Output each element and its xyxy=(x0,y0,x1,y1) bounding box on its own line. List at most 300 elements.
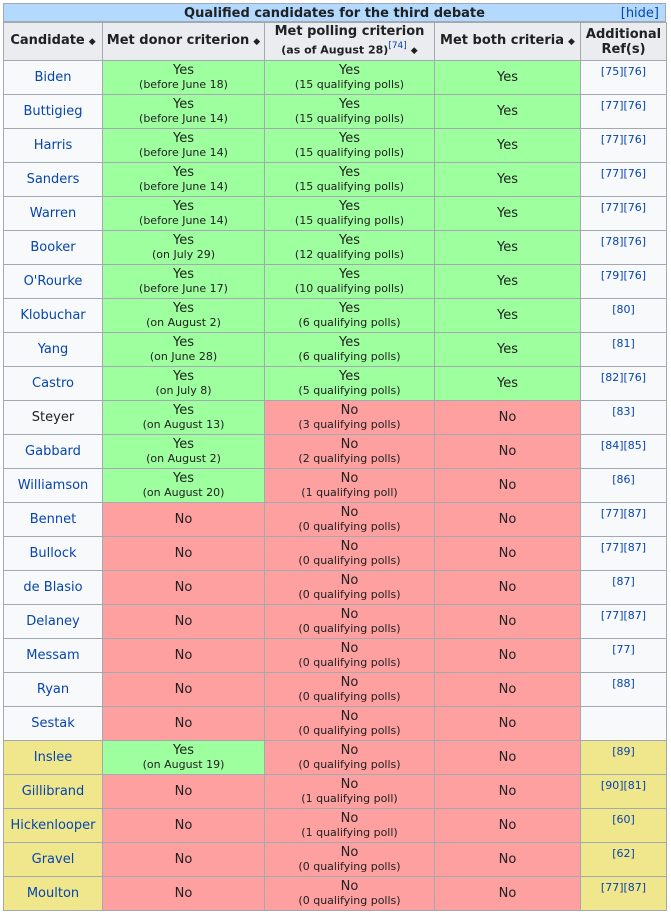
both-criteria-cell-value: No xyxy=(498,647,517,663)
polling-criterion-cell-detail: (0 qualifying polls) xyxy=(298,689,401,703)
donor-criterion-cell-value: No xyxy=(174,715,193,731)
polling-criterion-cell-detail: (12 qualifying polls) xyxy=(294,247,405,261)
both-criteria-cell-value: Yes xyxy=(497,69,518,85)
donor-criterion-cell-value: No xyxy=(174,511,193,527)
header-refs xyxy=(581,23,667,61)
both-criteria-cell-value: No xyxy=(498,715,517,731)
donor-criterion-cell-detail: (before June 17) xyxy=(139,281,228,295)
donor-criterion-cell xyxy=(103,265,265,299)
both-criteria-cell xyxy=(435,503,581,537)
donor-criterion-cell xyxy=(103,435,265,469)
refs-cell[interactable] xyxy=(581,197,667,231)
polling-criterion-cell-detail: (15 qualifying polls) xyxy=(294,213,405,227)
table-row xyxy=(4,129,667,163)
table-row xyxy=(4,333,667,367)
table-row xyxy=(4,775,667,809)
donor-criterion-cell-value: Yes xyxy=(173,334,194,350)
polling-criterion-cell-detail: (0 qualifying polls) xyxy=(298,621,401,635)
polling-criterion-cell-detail: (5 qualifying polls) xyxy=(298,383,401,397)
candidate-name-cell[interactable] xyxy=(4,673,103,707)
polling-criterion-cell-detail: (15 qualifying polls) xyxy=(294,179,405,193)
donor-criterion-cell-detail: (before June 14) xyxy=(139,179,228,193)
both-criteria-cell-value: No xyxy=(498,851,517,867)
candidate-name-cell-value[interactable]: Sestak xyxy=(31,715,75,731)
refs-cell[interactable] xyxy=(581,129,667,163)
candidate-name-cell-value[interactable]: Castro xyxy=(32,375,74,391)
table-row xyxy=(4,61,667,95)
table-row xyxy=(4,605,667,639)
both-criteria-cell-value: No xyxy=(498,545,517,561)
donor-criterion-cell-detail: (before June 14) xyxy=(139,213,228,227)
polling-criterion-cell-detail: (1 qualifying poll) xyxy=(301,791,398,805)
both-criteria-cell xyxy=(435,231,581,265)
donor-criterion-cell xyxy=(103,639,265,673)
donor-criterion-cell xyxy=(103,231,265,265)
polling-criterion-cell xyxy=(265,61,435,95)
candidate-name-cell-value[interactable]: Bullock xyxy=(29,545,77,561)
polling-criterion-cell-detail: (0 qualifying polls) xyxy=(298,519,401,533)
donor-criterion-cell xyxy=(103,129,265,163)
debate-qualification-table-container xyxy=(3,3,666,911)
candidate-name-cell-value[interactable]: Gravel xyxy=(31,851,75,867)
donor-criterion-cell-value: Yes xyxy=(173,96,194,112)
polling-criterion-cell-value: No xyxy=(340,674,359,690)
candidate-name-cell[interactable] xyxy=(4,537,103,571)
polling-criterion-cell-value: Yes xyxy=(339,130,360,146)
polling-criterion-cell xyxy=(265,401,435,435)
polling-criterion-cell xyxy=(265,95,435,129)
refs-cell[interactable] xyxy=(581,163,667,197)
donor-criterion-cell-value: Yes xyxy=(173,232,194,248)
polling-criterion-cell-value: No xyxy=(340,708,359,724)
candidate-name-cell[interactable] xyxy=(4,809,103,843)
candidate-name-cell[interactable] xyxy=(4,571,103,605)
both-criteria-cell-value: No xyxy=(498,477,517,493)
polling-criterion-cell xyxy=(265,469,435,503)
candidate-name-cell[interactable] xyxy=(4,129,103,163)
polling-criterion-cell-value: Yes xyxy=(339,96,360,112)
polling-criterion-cell-detail: (0 qualifying polls) xyxy=(298,859,401,873)
donor-criterion-cell xyxy=(103,299,265,333)
donor-criterion-cell-detail: (on August 2) xyxy=(146,451,221,465)
refs-cell-value[interactable]: [77][87] xyxy=(600,881,647,894)
refs-cell[interactable] xyxy=(581,843,667,877)
donor-criterion-cell-detail: (before June 18) xyxy=(139,77,228,91)
header-polling-sub: (as of August 28) xyxy=(281,43,389,57)
donor-criterion-cell xyxy=(103,61,265,95)
refs-cell[interactable] xyxy=(581,61,667,95)
both-criteria-cell xyxy=(435,367,581,401)
donor-criterion-cell xyxy=(103,367,265,401)
refs-cell-value[interactable]: [77][76] xyxy=(600,99,647,112)
polling-criterion-cell-detail: (15 qualifying polls) xyxy=(294,77,405,91)
both-criteria-cell xyxy=(435,775,581,809)
refs-cell-value[interactable]: [79][76] xyxy=(600,269,647,282)
hide-toggle[interactable] xyxy=(621,4,659,23)
polling-criterion-cell-value: No xyxy=(340,776,359,792)
polling-criterion-cell-value: Yes xyxy=(339,300,360,316)
candidate-name-cell[interactable] xyxy=(4,843,103,877)
candidate-name-cell[interactable] xyxy=(4,877,103,911)
refs-cell-value[interactable]: [78][76] xyxy=(600,235,647,248)
both-criteria-cell-value: Yes xyxy=(497,341,518,357)
candidate-name-cell-value[interactable]: Bennet xyxy=(29,511,77,527)
donor-criterion-cell-value: Yes xyxy=(173,130,194,146)
both-criteria-cell xyxy=(435,809,581,843)
polling-criterion-cell-value: Yes xyxy=(339,232,360,248)
refs-cell-value[interactable]: [86] xyxy=(612,473,635,486)
donor-criterion-cell xyxy=(103,401,265,435)
refs-cell-value[interactable]: [80] xyxy=(612,303,635,316)
donor-criterion-cell xyxy=(103,775,265,809)
refs-cell-value[interactable]: [60] xyxy=(612,813,635,826)
polling-criterion-cell xyxy=(265,673,435,707)
candidate-name-cell[interactable] xyxy=(4,299,103,333)
candidate-name-cell[interactable] xyxy=(4,469,103,503)
refs-cell-value[interactable]: [77] xyxy=(612,643,635,656)
candidate-name-cell[interactable] xyxy=(4,61,103,95)
candidate-name-cell[interactable] xyxy=(4,605,103,639)
refs-cell[interactable] xyxy=(581,95,667,129)
sort-arrows-icon[interactable]: ◆ xyxy=(88,37,96,47)
donor-criterion-cell-detail: (before June 14) xyxy=(139,111,228,125)
table-row xyxy=(4,265,667,299)
both-criteria-cell-value: No xyxy=(498,443,517,459)
table-row xyxy=(4,877,667,911)
polling-criterion-cell xyxy=(265,367,435,401)
both-criteria-cell xyxy=(435,537,581,571)
refs-cell-value[interactable]: [81] xyxy=(612,337,635,350)
both-criteria-cell-value: Yes xyxy=(497,375,518,391)
both-criteria-cell xyxy=(435,401,581,435)
polling-criterion-cell-value: No xyxy=(340,436,359,452)
refs-cell[interactable] xyxy=(581,775,667,809)
refs-cell[interactable] xyxy=(581,877,667,911)
candidate-name-cell-value[interactable]: O'Rourke xyxy=(23,273,83,289)
donor-criterion-cell-value: No xyxy=(174,783,193,799)
refs-cell-value[interactable]: [75][76] xyxy=(600,65,647,78)
polling-criterion-cell xyxy=(265,197,435,231)
refs-cell[interactable] xyxy=(581,367,667,401)
both-criteria-cell xyxy=(435,129,581,163)
table-row xyxy=(4,435,667,469)
refs-cell-value[interactable]: [89] xyxy=(612,745,635,758)
polling-criterion-cell xyxy=(265,741,435,775)
polling-criterion-cell-detail: (1 qualifying poll) xyxy=(301,825,398,839)
polling-criterion-cell-value: No xyxy=(340,504,359,520)
candidate-name-cell-value[interactable]: Klobuchar xyxy=(20,307,86,323)
candidate-name-cell[interactable] xyxy=(4,265,103,299)
polling-criterion-cell-detail: (0 qualifying polls) xyxy=(298,723,401,737)
candidate-name-cell[interactable] xyxy=(4,401,103,435)
candidate-name-cell[interactable] xyxy=(4,741,103,775)
polling-criterion-cell xyxy=(265,503,435,537)
refs-cell-value[interactable]: [77][76] xyxy=(600,167,647,180)
donor-criterion-cell-value: Yes xyxy=(173,436,194,452)
candidate-name-cell-value[interactable]: Williamson xyxy=(17,477,89,493)
donor-criterion-cell-value: Yes xyxy=(173,62,194,78)
donor-criterion-cell-value: Yes xyxy=(173,300,194,316)
both-criteria-cell-value: No xyxy=(498,409,517,425)
donor-criterion-cell-value: No xyxy=(174,885,193,901)
refs-cell[interactable] xyxy=(581,299,667,333)
refs-cell[interactable] xyxy=(581,333,667,367)
polling-criterion-cell-value: No xyxy=(340,878,359,894)
both-criteria-cell xyxy=(435,843,581,877)
refs-cell-value[interactable]: [84][85] xyxy=(600,439,647,452)
table-row xyxy=(4,843,667,877)
polling-criterion-cell-value: No xyxy=(340,810,359,826)
both-criteria-cell-value: No xyxy=(498,783,517,799)
donor-criterion-cell-value: Yes xyxy=(173,266,194,282)
donor-criterion-cell xyxy=(103,707,265,741)
polling-criterion-cell-value: No xyxy=(340,538,359,554)
both-criteria-cell xyxy=(435,197,581,231)
donor-criterion-cell-value: No xyxy=(174,817,193,833)
polling-criterion-cell xyxy=(265,163,435,197)
candidate-name-cell[interactable] xyxy=(4,197,103,231)
donor-criterion-cell-value: Yes xyxy=(173,368,194,384)
polling-criterion-cell-value: No xyxy=(340,606,359,622)
donor-criterion-cell-value: No xyxy=(174,613,193,629)
polling-criterion-cell xyxy=(265,877,435,911)
polling-criterion-cell xyxy=(265,265,435,299)
donor-criterion-cell xyxy=(103,197,265,231)
candidate-name-cell-value[interactable]: Biden xyxy=(34,69,72,85)
both-criteria-cell xyxy=(435,673,581,707)
header-polling[interactable] xyxy=(265,23,435,61)
refs-cell-value[interactable]: [83] xyxy=(612,405,635,418)
polling-criterion-cell-value: No xyxy=(340,470,359,486)
header-donor[interactable] xyxy=(103,23,265,61)
donor-criterion-cell-value: Yes xyxy=(173,164,194,180)
candidate-name-cell-value[interactable]: Steyer xyxy=(31,409,75,425)
candidate-name-cell-value[interactable]: Inslee xyxy=(33,749,73,765)
table-row xyxy=(4,95,667,129)
both-criteria-cell-value: Yes xyxy=(497,103,518,119)
candidate-name-cell[interactable] xyxy=(4,435,103,469)
hide-link[interactable]: [hide] xyxy=(620,6,659,21)
candidate-name-cell-value[interactable]: Ryan xyxy=(36,681,70,697)
refs-cell-value[interactable]: [88] xyxy=(612,677,635,690)
header-refs-label: Additional Ref(s) xyxy=(585,26,662,57)
both-criteria-cell xyxy=(435,741,581,775)
polling-criterion-cell-value: No xyxy=(340,572,359,588)
polling-criterion-cell xyxy=(265,707,435,741)
polling-criterion-cell-detail: (0 qualifying polls) xyxy=(298,587,401,601)
donor-criterion-cell-detail: (on August 2) xyxy=(146,315,221,329)
donor-criterion-cell-detail: (on August 13) xyxy=(142,417,225,431)
polling-criterion-cell xyxy=(265,435,435,469)
both-criteria-cell-value: No xyxy=(498,579,517,595)
polling-criterion-cell-detail: (6 qualifying polls) xyxy=(298,349,401,363)
both-criteria-cell-value: Yes xyxy=(497,205,518,221)
candidate-name-cell[interactable] xyxy=(4,367,103,401)
refs-cell[interactable] xyxy=(581,435,667,469)
polling-criterion-cell-value: Yes xyxy=(339,164,360,180)
donor-criterion-cell-value: No xyxy=(174,545,193,561)
polling-criterion-cell xyxy=(265,809,435,843)
refs-cell-value[interactable]: [77][87] xyxy=(600,541,647,554)
refs-cell[interactable] xyxy=(581,503,667,537)
polling-criterion-cell-value: Yes xyxy=(339,266,360,282)
sort-arrows-icon[interactable]: ◆ xyxy=(410,46,418,57)
table-row xyxy=(4,673,667,707)
donor-criterion-cell xyxy=(103,503,265,537)
refs-cell[interactable] xyxy=(581,809,667,843)
donor-criterion-cell xyxy=(103,333,265,367)
polling-criterion-cell xyxy=(265,843,435,877)
refs-cell[interactable] xyxy=(581,741,667,775)
candidate-name-cell-value[interactable]: Yang xyxy=(37,341,69,357)
both-criteria-cell xyxy=(435,639,581,673)
header-row xyxy=(4,23,667,61)
polling-criterion-cell-value: No xyxy=(340,844,359,860)
header-both[interactable] xyxy=(435,23,581,61)
refs-cell[interactable] xyxy=(581,231,667,265)
sort-arrows-icon[interactable]: ◆ xyxy=(253,37,261,47)
refs-cell[interactable] xyxy=(581,673,667,707)
refs-cell-value[interactable]: [87] xyxy=(612,575,635,588)
table-row xyxy=(4,639,667,673)
candidate-name-cell-value[interactable]: Buttigieg xyxy=(23,103,83,119)
both-criteria-cell xyxy=(435,469,581,503)
caption-text: Qualified candidates for the third debate xyxy=(184,6,485,21)
refs-cell[interactable] xyxy=(581,401,667,435)
refs-cell-value[interactable]: [82][76] xyxy=(600,371,647,384)
donor-criterion-cell-detail: (on July 8) xyxy=(155,383,212,397)
refs-cell[interactable] xyxy=(581,469,667,503)
refs-cell-value[interactable]: [62] xyxy=(612,847,635,860)
table-row xyxy=(4,537,667,571)
candidate-name-cell-value[interactable]: Gabbard xyxy=(25,443,81,459)
polling-criterion-cell xyxy=(265,299,435,333)
donor-criterion-cell xyxy=(103,605,265,639)
both-criteria-cell-value: Yes xyxy=(497,137,518,153)
refs-cell[interactable] xyxy=(581,707,667,741)
table-row xyxy=(4,197,667,231)
header-polling-ref[interactable]: [74] xyxy=(388,40,407,51)
header-donor-label: Met donor criterion xyxy=(106,33,250,48)
candidates-table xyxy=(3,22,667,911)
donor-criterion-cell xyxy=(103,877,265,911)
both-criteria-cell xyxy=(435,333,581,367)
refs-cell-value[interactable]: [77][87] xyxy=(600,507,647,520)
polling-criterion-cell-detail: (3 qualifying polls) xyxy=(298,417,401,431)
table-body xyxy=(4,61,667,911)
header-candidate-label: Candidate xyxy=(10,33,85,48)
candidate-name-cell[interactable] xyxy=(4,707,103,741)
polling-criterion-cell xyxy=(265,775,435,809)
sort-arrows-icon[interactable]: ◆ xyxy=(568,37,575,47)
header-polling-label: Met polling criterion xyxy=(274,23,425,39)
candidate-name-cell[interactable] xyxy=(4,231,103,265)
both-criteria-cell xyxy=(435,61,581,95)
candidate-name-cell[interactable] xyxy=(4,639,103,673)
candidate-name-cell[interactable] xyxy=(4,333,103,367)
table-row xyxy=(4,469,667,503)
candidate-name-cell-value[interactable]: Delaney xyxy=(26,613,80,629)
table-caption xyxy=(3,3,666,22)
both-criteria-cell xyxy=(435,605,581,639)
polling-criterion-cell xyxy=(265,605,435,639)
polling-criterion-cell-detail: (0 qualifying polls) xyxy=(298,655,401,669)
polling-criterion-cell-value: No xyxy=(340,742,359,758)
polling-criterion-cell-value: Yes xyxy=(339,198,360,214)
table-row xyxy=(4,741,667,775)
table-row xyxy=(4,401,667,435)
both-criteria-cell-value: Yes xyxy=(497,239,518,255)
refs-cell[interactable] xyxy=(581,571,667,605)
table-row xyxy=(4,571,667,605)
candidate-name-cell-value[interactable]: de Blasio xyxy=(23,579,83,595)
polling-criterion-cell-detail: (0 qualifying polls) xyxy=(298,893,401,907)
refs-cell[interactable] xyxy=(581,639,667,673)
donor-criterion-cell-value: No xyxy=(174,647,193,663)
candidate-name-cell[interactable] xyxy=(4,163,103,197)
donor-criterion-cell-value: Yes xyxy=(173,742,194,758)
table-row xyxy=(4,367,667,401)
candidate-name-cell-value[interactable]: Gillibrand xyxy=(21,783,85,799)
candidate-name-cell[interactable] xyxy=(4,503,103,537)
donor-criterion-cell xyxy=(103,469,265,503)
donor-criterion-cell xyxy=(103,741,265,775)
candidate-name-cell-value[interactable]: Booker xyxy=(30,239,76,255)
polling-criterion-cell xyxy=(265,129,435,163)
candidate-name-cell-value[interactable]: Hickenlooper xyxy=(10,817,96,833)
candidate-name-cell-value[interactable]: Moulton xyxy=(26,885,80,901)
donor-criterion-cell-value: No xyxy=(174,681,193,697)
refs-cell[interactable] xyxy=(581,537,667,571)
both-criteria-cell xyxy=(435,435,581,469)
candidate-name-cell[interactable] xyxy=(4,775,103,809)
table-row xyxy=(4,299,667,333)
both-criteria-cell xyxy=(435,571,581,605)
both-criteria-cell-value: Yes xyxy=(497,171,518,187)
polling-criterion-cell-detail: (0 qualifying polls) xyxy=(298,553,401,567)
both-criteria-cell-value: No xyxy=(498,681,517,697)
table-row xyxy=(4,231,667,265)
both-criteria-cell-value: Yes xyxy=(497,307,518,323)
both-criteria-cell xyxy=(435,95,581,129)
donor-criterion-cell-value: Yes xyxy=(173,470,194,486)
refs-cell-value[interactable]: [77][87] xyxy=(600,609,647,622)
refs-cell-value[interactable]: [77][76] xyxy=(600,201,647,214)
refs-cell[interactable] xyxy=(581,265,667,299)
candidate-name-cell[interactable] xyxy=(4,95,103,129)
candidate-name-cell-value[interactable]: Sanders xyxy=(26,171,80,187)
both-criteria-cell xyxy=(435,163,581,197)
donor-criterion-cell-detail: (on August 19) xyxy=(142,757,225,771)
refs-cell[interactable] xyxy=(581,605,667,639)
donor-criterion-cell xyxy=(103,95,265,129)
polling-criterion-cell-detail: (2 qualifying polls) xyxy=(298,451,401,465)
donor-criterion-cell xyxy=(103,537,265,571)
donor-criterion-cell-detail: (before June 14) xyxy=(139,145,228,159)
both-criteria-cell xyxy=(435,265,581,299)
donor-criterion-cell-detail: (on July 29) xyxy=(151,247,216,261)
refs-cell-value[interactable]: [90][81] xyxy=(600,779,647,792)
refs-cell-value[interactable]: [77][76] xyxy=(600,133,647,146)
polling-criterion-cell-value: Yes xyxy=(339,368,360,384)
candidate-name-cell-value[interactable]: Warren xyxy=(29,205,77,221)
candidate-name-cell-value[interactable]: Harris xyxy=(33,137,73,153)
table-row xyxy=(4,707,667,741)
header-candidate[interactable] xyxy=(4,23,103,61)
both-criteria-cell-value: No xyxy=(498,817,517,833)
candidate-name-cell-value[interactable]: Messam xyxy=(26,647,80,663)
polling-criterion-cell-value: No xyxy=(340,640,359,656)
